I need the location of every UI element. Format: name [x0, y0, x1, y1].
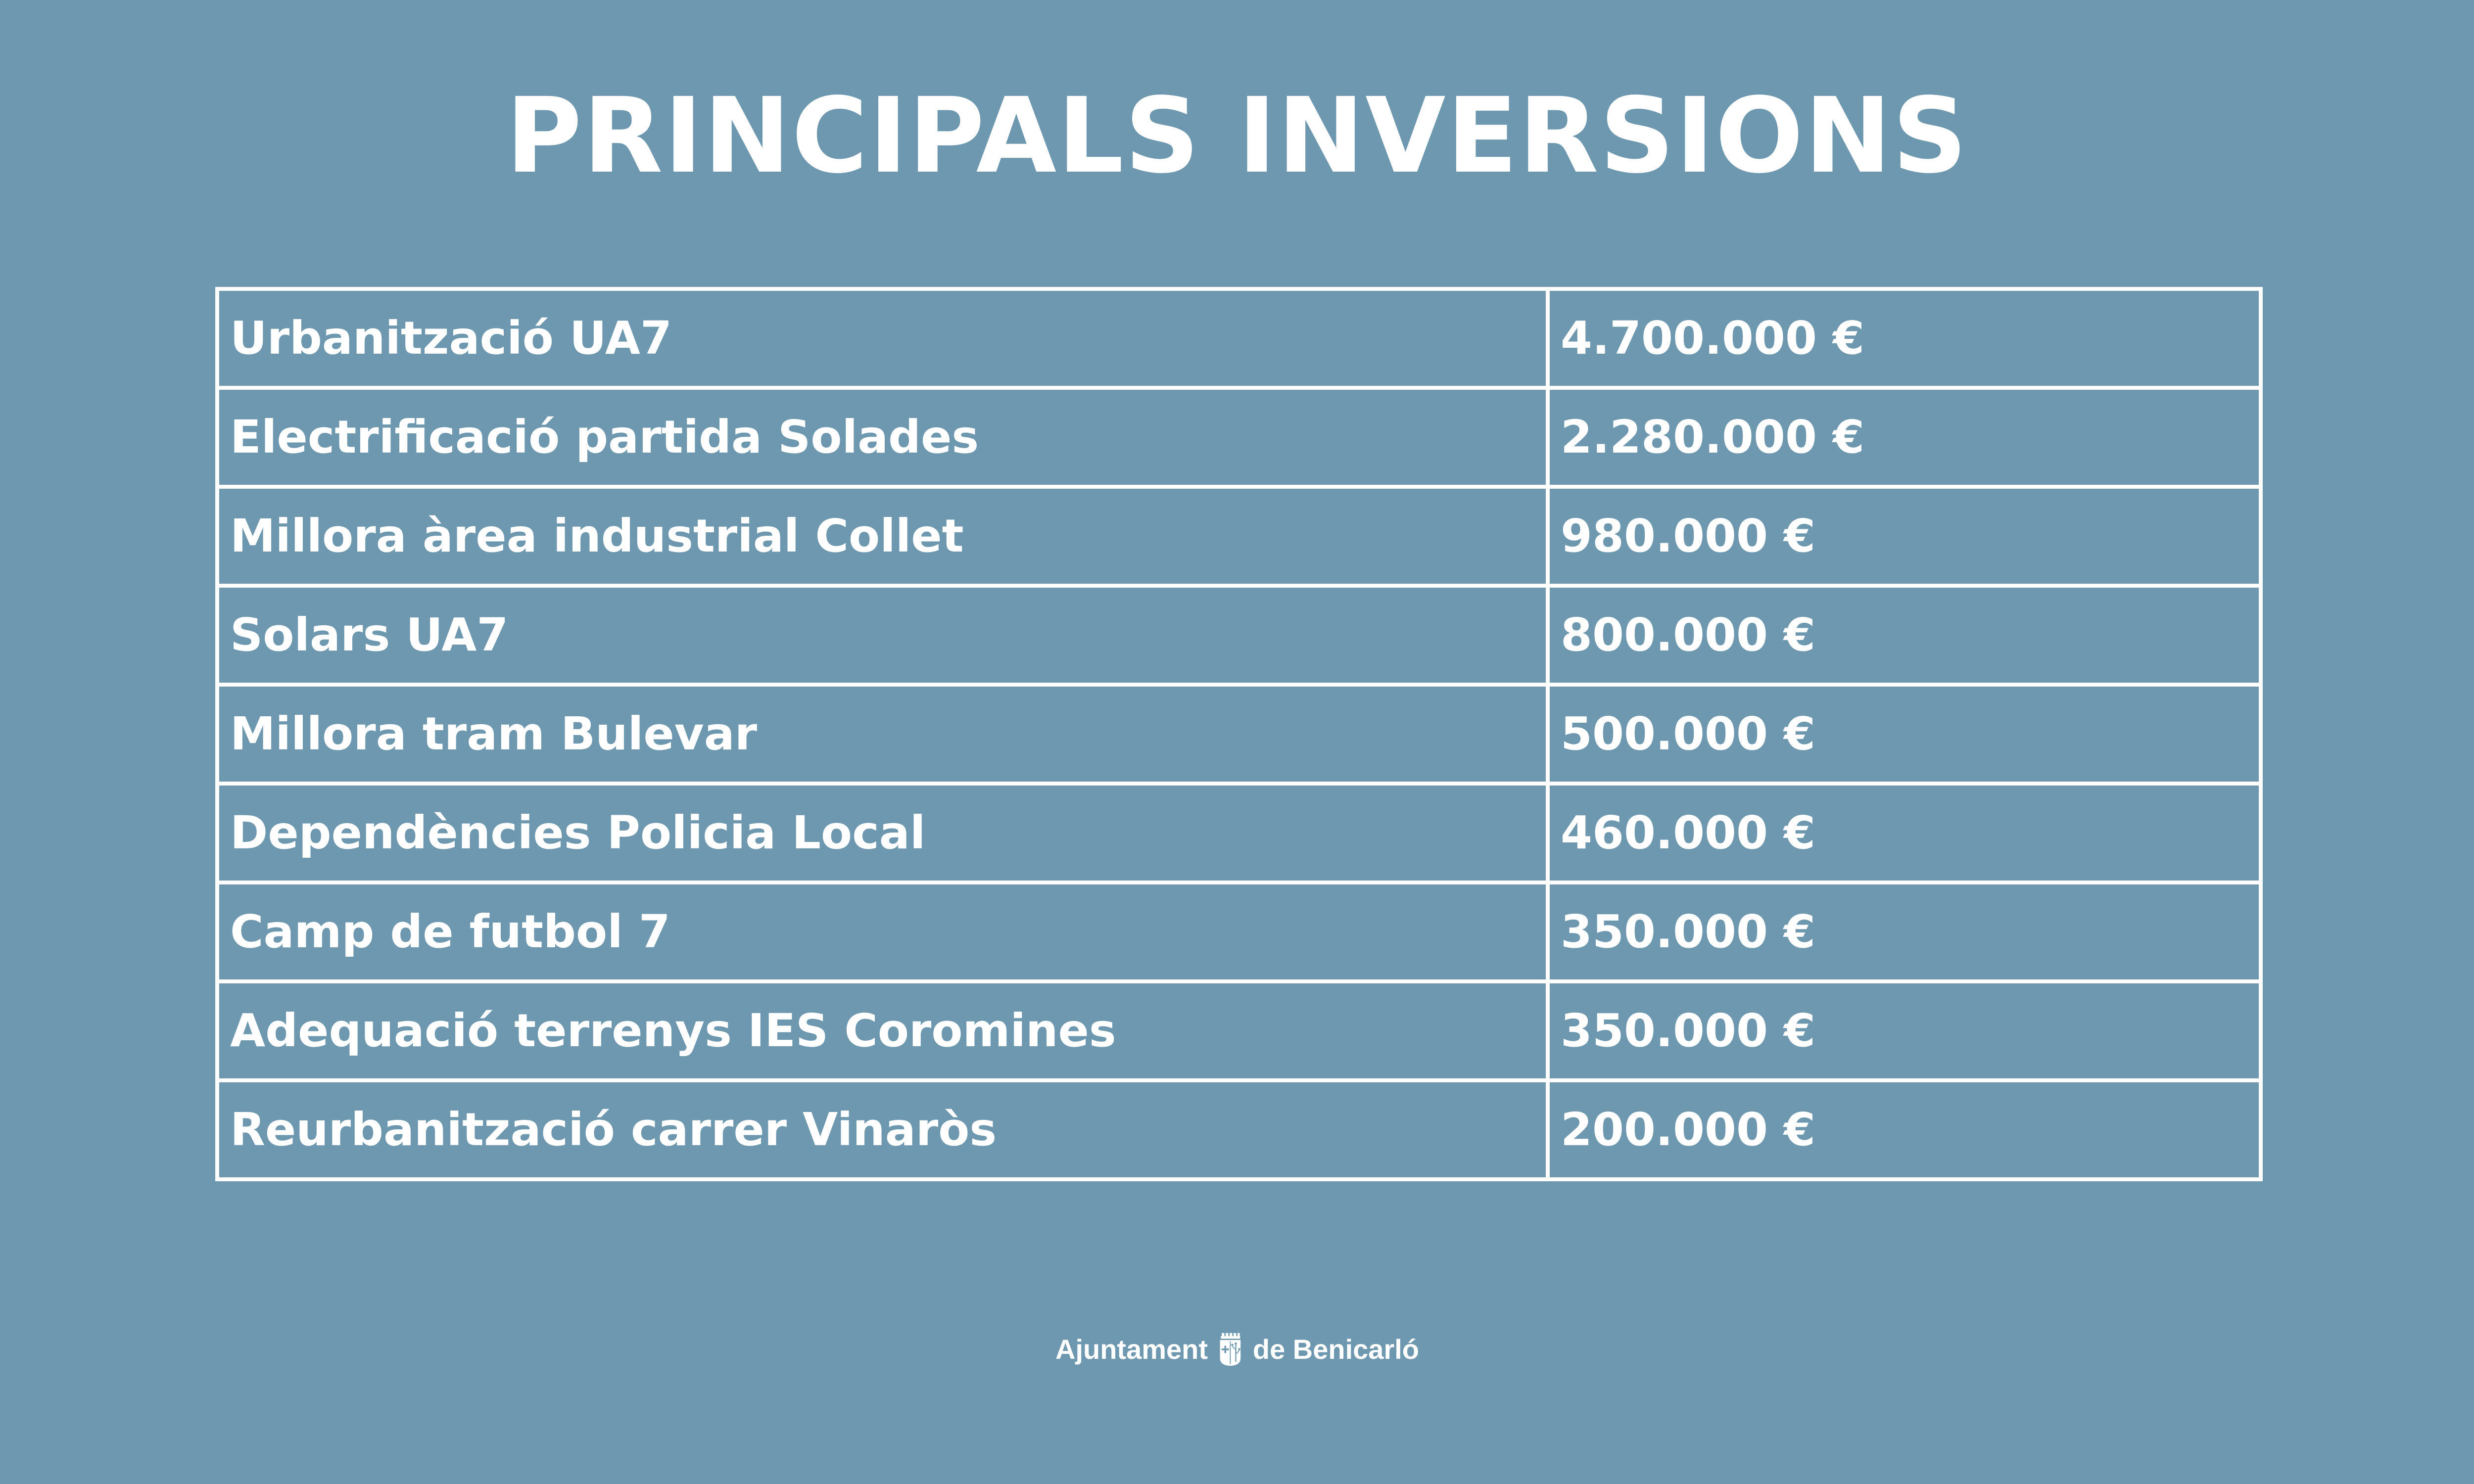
investment-name: Adequació terrenys IES Coromines [217, 981, 1548, 1080]
table-row [217, 882, 2261, 981]
investment-amount: 2.280.000 € [1548, 388, 2261, 487]
table-row [217, 981, 2261, 1080]
investment-name: Electrificació partida Solades [217, 388, 1548, 487]
investment-name: Millora tram Bulevar [217, 685, 1548, 784]
table-row [217, 388, 2261, 487]
investment-name: Solars UA7 [217, 586, 1548, 685]
investment-amount: 200.000 € [1548, 1080, 2261, 1179]
ajuntament-logo [1055, 1307, 1419, 1391]
table-row [217, 784, 2261, 882]
table-row [217, 1080, 2261, 1179]
investments-table-container [215, 287, 2259, 1181]
table-row [217, 487, 2261, 586]
table-row [217, 685, 2261, 784]
investment-amount: 500.000 € [1548, 685, 2261, 784]
investment-amount: 350.000 € [1548, 882, 2261, 981]
investment-name: Millora àrea industrial Collet [217, 487, 1548, 586]
coat-of-arms-icon [1219, 1309, 1242, 1389]
investment-name: Dependències Policia Local [217, 784, 1548, 882]
investment-name: Urbanització UA7 [217, 289, 1548, 388]
logo-text-right: de Benicarló [1252, 1333, 1419, 1365]
investment-amount: 800.000 € [1548, 586, 2261, 685]
table-row [217, 289, 2261, 388]
investment-amount: 980.000 € [1548, 487, 2261, 586]
table-row [217, 586, 2261, 685]
page-title: PRINCIPALS INVERSIONS [506, 75, 1968, 196]
investment-name: Reurbanització carrer Vinaròs [217, 1080, 1548, 1179]
investment-amount: 350.000 € [1548, 981, 2261, 1080]
investment-amount: 4.700.000 € [1548, 289, 2261, 388]
investment-name: Camp de futbol 7 [217, 882, 1548, 981]
logo-text-left: Ajuntament [1055, 1333, 1208, 1365]
investments-table [215, 287, 2263, 1181]
investment-amount: 460.000 € [1548, 784, 2261, 882]
